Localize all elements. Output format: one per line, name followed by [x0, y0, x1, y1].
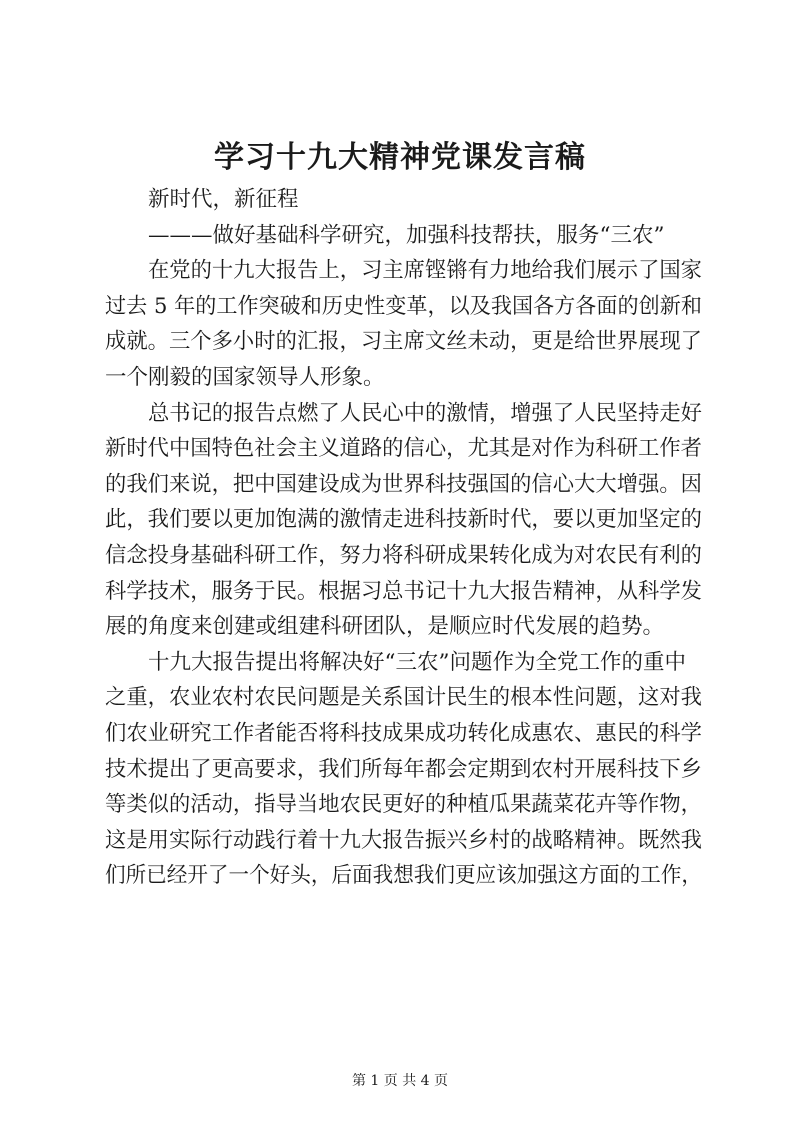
- paragraph-line: 过去 5 年的工作突破和历史性变革，以及我国各方各面的创新和: [105, 293, 702, 319]
- paragraph-line: 成就。三个多小时的汇报，习主席文丝未动，更是给世界展现了: [105, 329, 702, 355]
- paragraph-line: 们所已经开了一个好头，后面我想我们更应该加强这方面的工作，: [105, 863, 702, 889]
- subtitle-tagline: ———做好基础科学研究，加强科技帮扶，服务“三农”: [148, 222, 665, 248]
- document-body: [105, 182, 702, 894]
- paragraph-line: 这是用实际行动践行着十九大报告振兴乡村的战略精神。既然我: [105, 827, 702, 853]
- paragraph-line: 十九大报告提出将解决好“三农”问题作为全党工作的重中: [148, 649, 686, 675]
- paragraph-line: 等类似的活动，指导当地农民更好的种植瓜果蔬菜花卉等作物，: [105, 792, 702, 818]
- paragraph-line: 展的角度来创建或组建科研团队，是顺应时代发展的趋势。: [105, 614, 665, 640]
- paragraph-line: 科学技术，服务于民。根据习总书记十九大报告精神，从科学发: [105, 578, 702, 604]
- document-title: 学习十九大精神党课发言稿: [214, 140, 586, 175]
- paragraph-line: 在党的十九大报告上，习主席铿锵有力地给我们展示了国家: [148, 258, 702, 284]
- paragraph-line: 们农业研究工作者能否将科技成果成功转化成惠农、惠民的科学: [105, 720, 702, 746]
- page-footer: 第 1 页 共 4 页: [351, 1073, 449, 1089]
- paragraph-line: 此，我们要以更加饱满的激情走进科技新时代，要以更加坚定的: [105, 507, 702, 533]
- paragraph-line: 信念投身基础科研工作，努力将科研成果转化成为对农民有利的: [105, 542, 702, 568]
- paragraph-line: 一个刚毅的国家领导人形象。: [105, 364, 385, 390]
- paragraph-line: 之重，农业农村农民问题是关系国计民生的根本性问题，这对我: [105, 685, 702, 711]
- paragraph-line: 的我们来说，把中国建设成为世界科技强国的信心大大增强。因: [105, 471, 702, 497]
- subtitle-line: 新时代，新征程: [148, 187, 299, 212]
- paragraph-line: 新时代中国特色社会主义道路的信心，尤其是对作为科研工作者: [105, 436, 702, 462]
- paragraph-line: 总书记的报告点燃了人民心中的激情，增强了人民坚持走好: [148, 400, 702, 426]
- paragraph-line: 技术提出了更高要求，我们所每年都会定期到农村开展科技下乡: [105, 756, 702, 782]
